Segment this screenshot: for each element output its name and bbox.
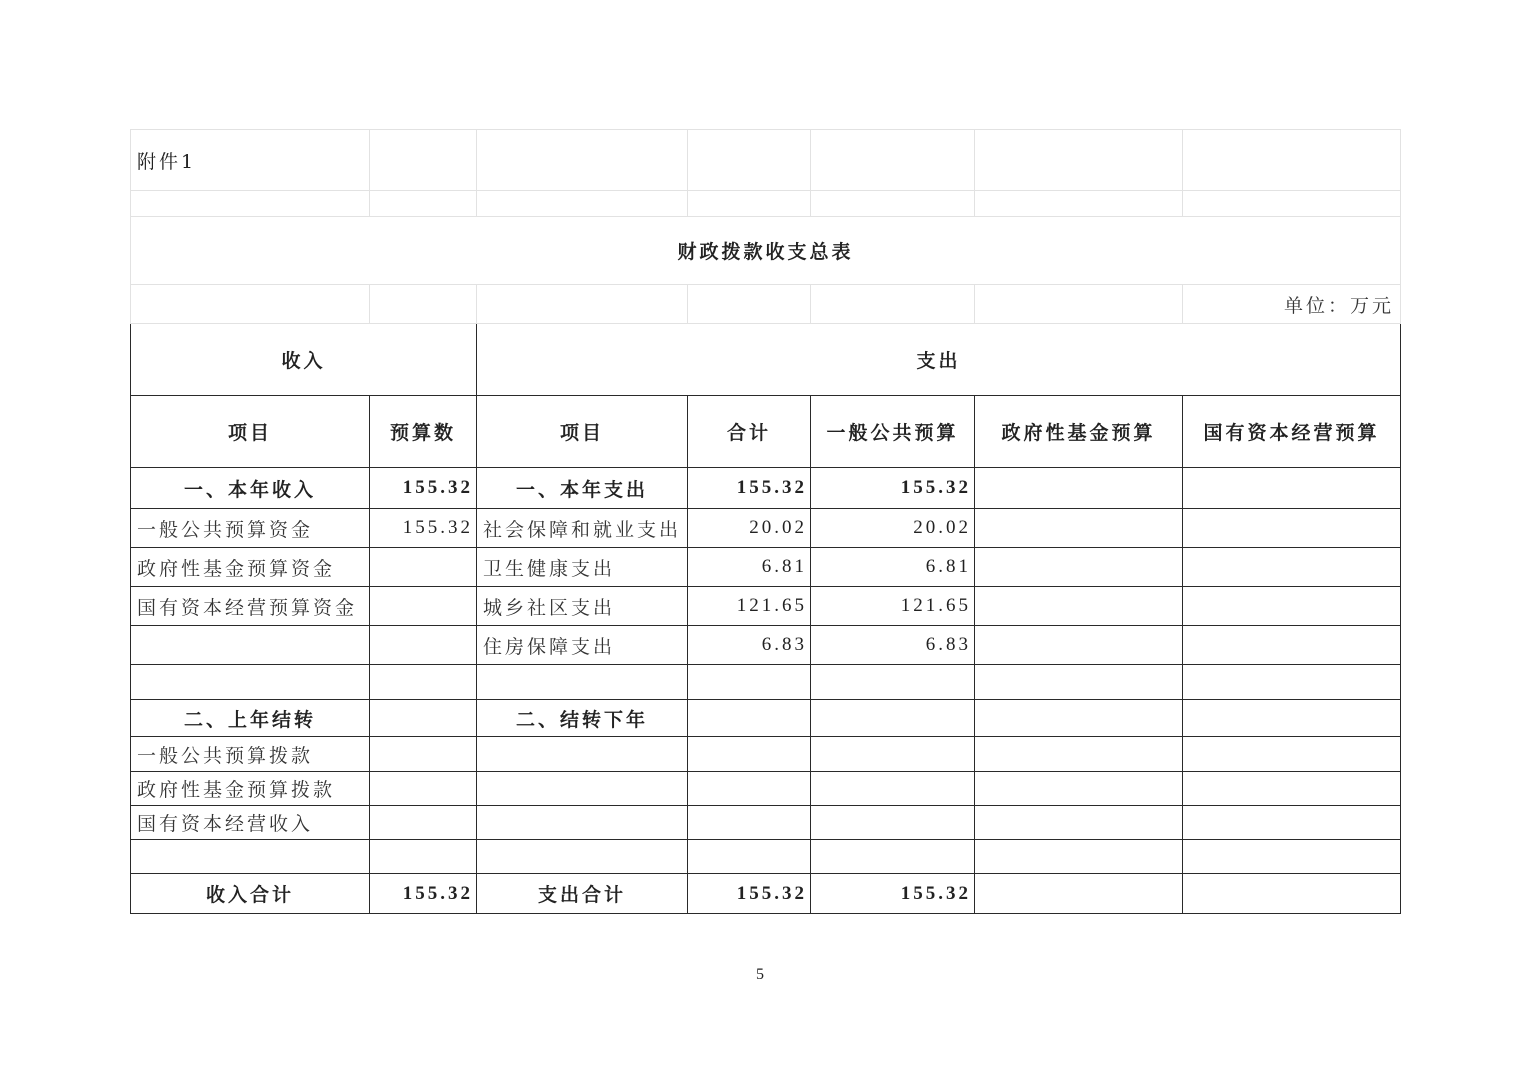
table-row (131, 700, 1401, 737)
cell-income-item: 二、上年结转 (131, 700, 370, 737)
cell-general-budget: 20.02 (811, 509, 975, 548)
cell-general-budget: 6.81 (811, 548, 975, 587)
cell-gov-fund-budget (975, 874, 1183, 914)
cell-expense-item: 一、本年支出 (477, 468, 688, 509)
table-row (131, 548, 1401, 587)
cell-income-budget: 155.32 (370, 509, 477, 548)
cell-total (688, 806, 811, 840)
col-header-general-budget: 一般公共预算 (811, 396, 975, 468)
cell-state-capital-budget (1183, 772, 1401, 806)
cell-income-budget (370, 840, 477, 874)
table-title: 财政拨款收支总表 (131, 217, 1401, 285)
table-row (131, 806, 1401, 840)
annex-label: 附件1 (131, 130, 370, 191)
cell-gov-fund-budget (975, 509, 1183, 548)
table-row (131, 665, 1401, 700)
cell-general-budget: 121.65 (811, 587, 975, 626)
page-number: 5 (756, 966, 764, 983)
cell-state-capital-budget (1183, 806, 1401, 840)
cell-income-budget (370, 587, 477, 626)
cell-income-budget (370, 737, 477, 772)
cell-gov-fund-budget (975, 806, 1183, 840)
cell-general-budget (811, 665, 975, 700)
table-row (131, 874, 1401, 914)
col-header-total: 合计 (688, 396, 811, 468)
cell-total (688, 737, 811, 772)
cell-income-budget (370, 772, 477, 806)
cell-state-capital-budget (1183, 665, 1401, 700)
table-row (131, 840, 1401, 874)
cell-expense-item (477, 806, 688, 840)
cell-gov-fund-budget (975, 772, 1183, 806)
cell-total (688, 665, 811, 700)
cell-gov-fund-budget (975, 626, 1183, 665)
col-header-state-capital-budget: 国有资本经营预算 (1183, 396, 1401, 468)
cell-general-budget: 155.32 (811, 874, 975, 914)
cell-gov-fund-budget (975, 737, 1183, 772)
expense-header: 支出 (477, 324, 1401, 396)
col-header-budget: 预算数 (370, 396, 477, 468)
cell-general-budget (811, 772, 975, 806)
cell-total: 121.65 (688, 587, 811, 626)
table-row (131, 772, 1401, 806)
col-header-expense-item: 项目 (477, 396, 688, 468)
table-row (131, 468, 1401, 509)
cell-income-budget: 155.32 (370, 874, 477, 914)
cell-income-item: 政府性基金预算拨款 (131, 772, 370, 806)
cell-gov-fund-budget (975, 468, 1183, 509)
cell-general-budget: 6.83 (811, 626, 975, 665)
cell-state-capital-budget (1183, 737, 1401, 772)
cell-state-capital-budget (1183, 468, 1401, 509)
cell-income-budget: 155.32 (370, 468, 477, 509)
cell-gov-fund-budget (975, 548, 1183, 587)
cell-income-item: 国有资本经营预算资金 (131, 587, 370, 626)
cell-income-item: 一般公共预算拨款 (131, 737, 370, 772)
cell-total: 20.02 (688, 509, 811, 548)
cell-expense-item: 支出合计 (477, 874, 688, 914)
cell-income-budget (370, 665, 477, 700)
cell-general-budget (811, 840, 975, 874)
cell-general-budget (811, 700, 975, 737)
cell-income-item: 国有资本经营收入 (131, 806, 370, 840)
cell-gov-fund-budget (975, 840, 1183, 874)
cell-total (688, 840, 811, 874)
table-row (131, 509, 1401, 548)
cell-state-capital-budget (1183, 587, 1401, 626)
cell-total (688, 700, 811, 737)
income-header: 收入 (131, 324, 477, 396)
cell-state-capital-budget (1183, 626, 1401, 665)
cell-total: 6.81 (688, 548, 811, 587)
cell-income-item (131, 626, 370, 665)
unit-label: 单位：万元 (1183, 285, 1401, 324)
cell-state-capital-budget (1183, 548, 1401, 587)
cell-income-item (131, 840, 370, 874)
cell-general-budget (811, 806, 975, 840)
cell-income-item: 收入合计 (131, 874, 370, 914)
col-header-income-item: 项目 (131, 396, 370, 468)
cell-gov-fund-budget (975, 700, 1183, 737)
cell-total: 155.32 (688, 874, 811, 914)
cell-general-budget (811, 737, 975, 772)
cell-state-capital-budget (1183, 700, 1401, 737)
cell-income-item (131, 665, 370, 700)
cell-income-item: 一、本年收入 (131, 468, 370, 509)
cell-expense-item (477, 665, 688, 700)
fiscal-summary-sheet (130, 129, 1401, 914)
cell-gov-fund-budget (975, 665, 1183, 700)
cell-expense-item: 住房保障支出 (477, 626, 688, 665)
cell-state-capital-budget (1183, 509, 1401, 548)
col-header-gov-fund-budget: 政府性基金预算 (975, 396, 1183, 468)
cell-expense-item (477, 737, 688, 772)
cell-state-capital-budget (1183, 840, 1401, 874)
cell-state-capital-budget (1183, 874, 1401, 914)
cell-gov-fund-budget (975, 587, 1183, 626)
cell-income-item: 政府性基金预算资金 (131, 548, 370, 587)
cell-expense-item: 卫生健康支出 (477, 548, 688, 587)
cell-income-budget (370, 806, 477, 840)
cell-total: 6.83 (688, 626, 811, 665)
cell-income-budget (370, 700, 477, 737)
table-row (131, 737, 1401, 772)
cell-expense-item (477, 840, 688, 874)
cell-expense-item: 社会保障和就业支出 (477, 509, 688, 548)
cell-total (688, 772, 811, 806)
fiscal-summary-table (130, 129, 1401, 914)
cell-income-budget (370, 548, 477, 587)
cell-expense-item: 二、结转下年 (477, 700, 688, 737)
cell-income-item: 一般公共预算资金 (131, 509, 370, 548)
cell-expense-item: 城乡社区支出 (477, 587, 688, 626)
table-row (131, 626, 1401, 665)
cell-general-budget: 155.32 (811, 468, 975, 509)
table-row (131, 587, 1401, 626)
cell-total: 155.32 (688, 468, 811, 509)
cell-expense-item (477, 772, 688, 806)
cell-income-budget (370, 626, 477, 665)
